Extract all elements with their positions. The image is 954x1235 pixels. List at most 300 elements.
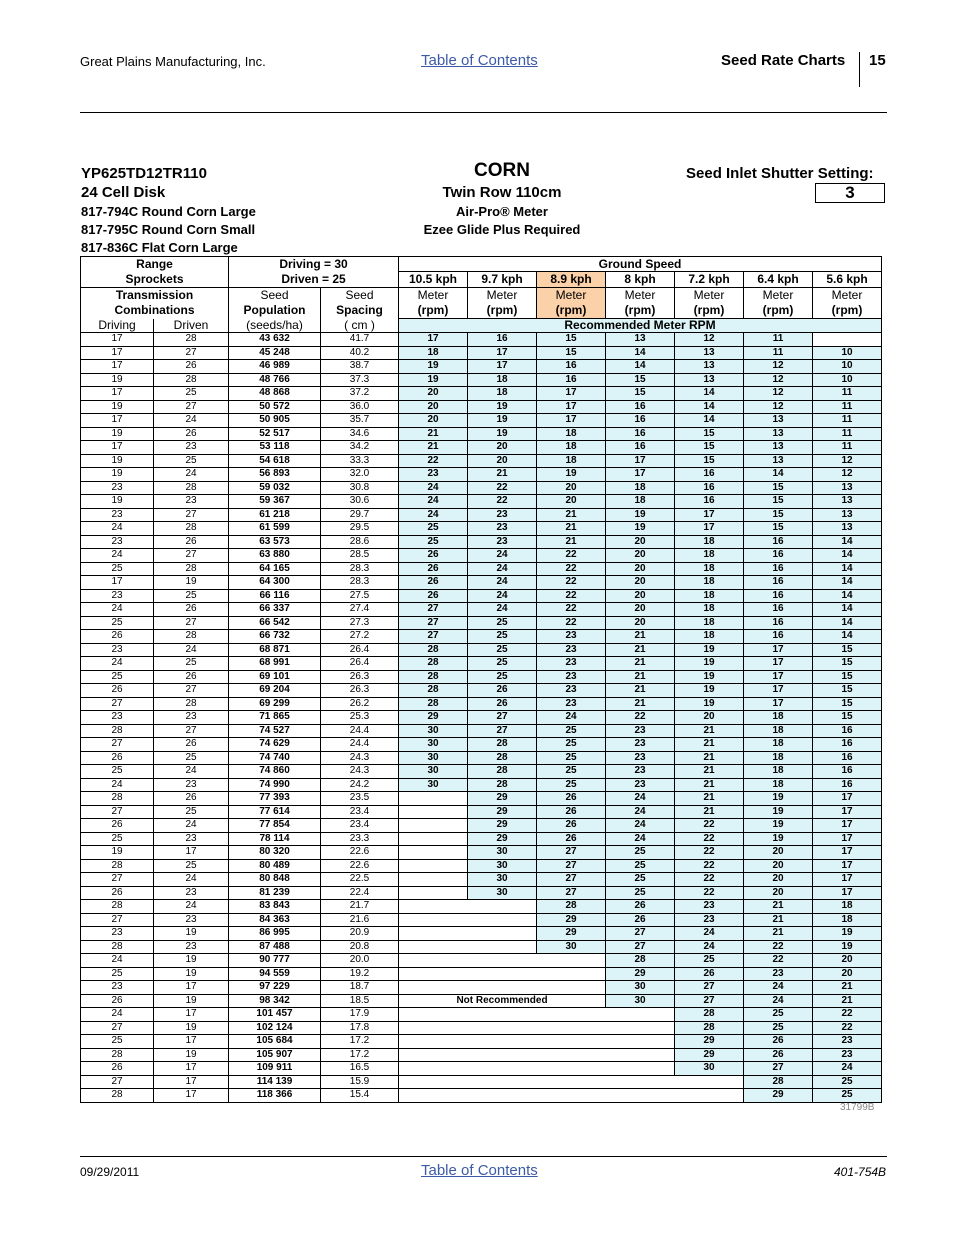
meter-rpm-cell: 25 [399, 522, 468, 536]
meter-rpm-cell: 26 [399, 549, 468, 563]
meter-rpm-cell: 19 [813, 940, 882, 954]
meter-rpm-cell: 12 [744, 387, 813, 401]
meter-rpm-cell: 21 [606, 670, 675, 684]
driving-sprocket: 26 [81, 684, 154, 698]
meter-rpm-cell: 20 [399, 400, 468, 414]
meter-rpm-cell: 19 [675, 684, 744, 698]
meter-rpm-cell: 17 [675, 508, 744, 522]
meter-rpm-cell: 15 [744, 522, 813, 536]
meter-rpm-cell: 15 [606, 387, 675, 401]
driven-sprocket: 28 [154, 630, 229, 644]
driven-sprocket: 23 [154, 913, 229, 927]
driven-sprocket: 19 [154, 1021, 229, 1035]
meter-rpm-cell: 22 [399, 454, 468, 468]
driven-sprocket: 17 [154, 1089, 229, 1103]
rpm-label: (rpm) [537, 303, 606, 319]
seed-spacing: 35.7 [321, 414, 399, 428]
meter-rpm-cell: 18 [744, 711, 813, 725]
meter-rpm-cell: 10 [813, 346, 882, 360]
meter-rpm-cell: 28 [399, 670, 468, 684]
driving-sprocket: 25 [81, 670, 154, 684]
table-row [81, 886, 882, 900]
seed-population: 61 599 [229, 522, 321, 536]
seed-spacing: 20.9 [321, 927, 399, 941]
meter-rpm-cell: 22 [537, 562, 606, 576]
seed-population: 54 618 [229, 454, 321, 468]
meter-rpm-cell: 28 [606, 954, 675, 968]
meter-rpm-cell: 23 [537, 697, 606, 711]
meter-rpm-cell: 20 [606, 576, 675, 590]
not-recommended-cell [399, 1075, 744, 1089]
driving-sprocket: 19 [81, 373, 154, 387]
meter-rpm-cell: 23 [675, 900, 744, 914]
table-row [81, 603, 882, 617]
meter-rpm-cell: 25 [606, 859, 675, 873]
figure-id: 31799B [840, 1102, 875, 1113]
meter-rpm-cell: 24 [468, 549, 537, 563]
meter-rpm-cell: 19 [606, 508, 675, 522]
meter-rpm-cell: 20 [468, 441, 537, 455]
driving-sprocket: 27 [81, 913, 154, 927]
meter-label: Meter [744, 288, 813, 304]
meter-rpm-cell: 23 [744, 967, 813, 981]
meter-rpm-cell: 27 [468, 724, 537, 738]
driving-sprocket: 24 [81, 1008, 154, 1022]
meter-rpm-cell: 19 [468, 400, 537, 414]
meter-rpm-cell: 24 [744, 994, 813, 1008]
meter-rpm-cell: 17 [744, 657, 813, 671]
seed-population: 74 740 [229, 751, 321, 765]
driven-label: Driven [154, 319, 229, 333]
meter-rpm-cell: 30 [399, 765, 468, 779]
meter-rpm-cell: 19 [744, 819, 813, 833]
seed-population: 83 843 [229, 900, 321, 914]
meter-rpm-cell: 20 [813, 954, 882, 968]
meter-part-2: 817-795C Round Corn Small [81, 222, 256, 237]
meter-rpm-cell: 17 [813, 832, 882, 846]
table-row [81, 765, 882, 779]
driving-sprocket: 27 [81, 1075, 154, 1089]
meter-rpm-cell: 25 [813, 1089, 882, 1103]
meter-rpm-cell: 19 [399, 373, 468, 387]
table-row [81, 643, 882, 657]
meter-rpm-cell: 21 [675, 724, 744, 738]
meter-rpm-cell: 28 [744, 1075, 813, 1089]
seed-population: 84 363 [229, 913, 321, 927]
table-row [81, 657, 882, 671]
meter-rpm-cell: 19 [399, 360, 468, 374]
meter-rpm-cell: 11 [813, 400, 882, 414]
meter-rpm-cell: 13 [813, 495, 882, 509]
meter-rpm-cell: 15 [744, 508, 813, 522]
meter-rpm-cell: 16 [813, 738, 882, 752]
meter-rpm-cell: 16 [675, 495, 744, 509]
meter-rpm-cell: 21 [744, 913, 813, 927]
meter-rpm-cell: 28 [399, 657, 468, 671]
seed-spacing: 26.3 [321, 684, 399, 698]
seed-population: 80 489 [229, 859, 321, 873]
seed-population: 68 871 [229, 643, 321, 657]
driven-sprocket: 28 [154, 562, 229, 576]
seed-population: 46 989 [229, 360, 321, 374]
meter-rpm-cell: 19 [813, 927, 882, 941]
meter-rpm-cell: 29 [744, 1089, 813, 1103]
meter-rpm-cell: 14 [606, 346, 675, 360]
footer-rule [80, 1156, 887, 1157]
table-row [81, 481, 882, 495]
table-row [81, 414, 882, 428]
driven-sprocket: 25 [154, 657, 229, 671]
meter-rpm-cell: 12 [744, 360, 813, 374]
meter-rpm-cell: 22 [675, 886, 744, 900]
meter-part-1: 817-794C Round Corn Large [81, 204, 256, 219]
seed-spacing: 30.8 [321, 481, 399, 495]
meter-rpm-cell: 23 [675, 913, 744, 927]
driving-sprocket: 26 [81, 819, 154, 833]
driving-sprocket: 26 [81, 751, 154, 765]
meter-rpm-cell: 17 [468, 346, 537, 360]
meter-rpm-cell: 15 [744, 481, 813, 495]
meter-rpm-cell: 19 [744, 805, 813, 819]
meter-label: Meter [606, 288, 675, 304]
driving-sprocket: 17 [81, 387, 154, 401]
meter-rpm-cell: 20 [606, 616, 675, 630]
meter-rpm-cell: 22 [744, 940, 813, 954]
driven-sprocket: 26 [154, 738, 229, 752]
meter-rpm-cell: 21 [813, 994, 882, 1008]
meter-rpm-cell: 21 [675, 751, 744, 765]
meter-rpm-cell: 18 [675, 616, 744, 630]
driven-sprocket: 25 [154, 454, 229, 468]
table-row [81, 1089, 882, 1103]
driven-sprocket: 25 [154, 751, 229, 765]
meter-rpm-cell: 21 [675, 778, 744, 792]
meter-rpm-cell: 25 [537, 765, 606, 779]
driving-sprocket: 19 [81, 427, 154, 441]
meter-label: Meter [468, 288, 537, 304]
meter-rpm-cell: 16 [675, 468, 744, 482]
table-row [81, 900, 882, 914]
driving-sprocket: 17 [81, 346, 154, 360]
driving-sprocket: 24 [81, 778, 154, 792]
meter-rpm-cell: 28 [468, 751, 537, 765]
meter-part-3: 817-836C Flat Corn Large [81, 240, 238, 255]
driving-sprocket: 28 [81, 792, 154, 806]
meter-rpm-cell: 25 [537, 751, 606, 765]
not-recommended-cell [399, 792, 468, 806]
meter-rpm-cell: 27 [537, 859, 606, 873]
seed-spacing: 32.0 [321, 468, 399, 482]
meter-rpm-cell: 18 [606, 481, 675, 495]
meter-rpm-cell: 18 [675, 549, 744, 563]
table-row [81, 1008, 882, 1022]
meter-rpm-cell: 17 [537, 400, 606, 414]
meter-rpm-cell: 21 [606, 657, 675, 671]
table-row [81, 508, 882, 522]
model-number: YP625TD12TR110 [81, 165, 207, 182]
table-row [81, 387, 882, 401]
driving-sprocket: 26 [81, 630, 154, 644]
meter-rpm-cell: 22 [537, 603, 606, 617]
driving-sprocket: 28 [81, 940, 154, 954]
not-recommended-cell [399, 819, 468, 833]
meter-rpm-cell: 25 [468, 643, 537, 657]
table-row [81, 819, 882, 833]
meter-rpm-cell: 19 [744, 792, 813, 806]
meter-rpm-cell: 20 [744, 859, 813, 873]
driving-sprocket: 24 [81, 522, 154, 536]
range-label: Range [81, 257, 229, 272]
driving-sprocket: 19 [81, 846, 154, 860]
meter-rpm-cell: 14 [813, 616, 882, 630]
table-row [81, 697, 882, 711]
seed-spacing: 30.6 [321, 495, 399, 509]
rpm-label: (rpm) [675, 303, 744, 319]
meter-rpm-cell: 15 [813, 657, 882, 671]
page-number: 15 [869, 52, 886, 69]
driven-sprocket: 27 [154, 684, 229, 698]
meter-rpm-cell: 20 [606, 562, 675, 576]
driving-sprocket: 23 [81, 643, 154, 657]
driven-sprocket: 24 [154, 819, 229, 833]
meter-rpm-cell: 30 [399, 751, 468, 765]
table-row [81, 495, 882, 509]
seed-spacing: 24.4 [321, 724, 399, 738]
driving-sprocket: 25 [81, 765, 154, 779]
table-row [81, 360, 882, 374]
meter-rpm-cell: 17 [813, 873, 882, 887]
driven-sprocket: 28 [154, 373, 229, 387]
meter-rpm-cell: 14 [813, 562, 882, 576]
driving-sprocket: 25 [81, 832, 154, 846]
driven-sprocket: 19 [154, 994, 229, 1008]
driven-sprocket: 27 [154, 549, 229, 563]
not-recommended-cell [399, 1089, 744, 1103]
seed-population: 78 114 [229, 832, 321, 846]
not-recommended-cell [399, 805, 468, 819]
meter-rpm-cell: 15 [537, 333, 606, 347]
meter-rpm-cell [813, 333, 882, 347]
spacing-label: Spacing [321, 303, 399, 319]
speed-header: 8 kph [606, 272, 675, 288]
meter-rpm-cell: 22 [468, 481, 537, 495]
meter-rpm-cell: 23 [606, 751, 675, 765]
seed-spacing: 27.2 [321, 630, 399, 644]
meter-rpm-cell: 18 [675, 562, 744, 576]
table-row [81, 373, 882, 387]
transmission-label: Transmission [81, 288, 229, 304]
meter-rpm-cell: 26 [675, 967, 744, 981]
seed-population: 66 337 [229, 603, 321, 617]
seed-spacing: 17.2 [321, 1048, 399, 1062]
seed-population: 105 684 [229, 1035, 321, 1049]
meter-rpm-cell: 16 [537, 373, 606, 387]
driven-sprocket: 24 [154, 900, 229, 914]
driven-sprocket: 26 [154, 603, 229, 617]
meter-rpm-cell: 26 [399, 562, 468, 576]
meter-rpm-cell: 26 [744, 1048, 813, 1062]
meter-rpm-cell: 18 [675, 535, 744, 549]
meter-rpm-cell: 17 [744, 670, 813, 684]
meter-rpm-cell: 23 [537, 630, 606, 644]
driving-sprocket: 26 [81, 1062, 154, 1076]
seed-population: 80 320 [229, 846, 321, 860]
meter-rpm-cell: 11 [813, 414, 882, 428]
not-recommended-cell [399, 1048, 675, 1062]
seed-spacing: 18.7 [321, 981, 399, 995]
seed-population: 97 229 [229, 981, 321, 995]
seed-spacing: 34.2 [321, 441, 399, 455]
driven-sprocket: 19 [154, 967, 229, 981]
meter-rpm-cell: 25 [537, 738, 606, 752]
seed-label: Seed [229, 288, 321, 304]
driving-sprocket: 23 [81, 508, 154, 522]
driven-sprocket: 17 [154, 846, 229, 860]
meter-rpm-cell: 22 [813, 1008, 882, 1022]
company-name: Great Plains Manufacturing, Inc. [80, 54, 266, 69]
meter-rpm-cell: 22 [606, 711, 675, 725]
meter-rpm-cell: 17 [813, 819, 882, 833]
meter-rpm-cell: 29 [537, 913, 606, 927]
meter-rpm-cell: 27 [606, 940, 675, 954]
meter-rpm-cell: 27 [606, 927, 675, 941]
meter-rpm-cell: 25 [744, 1008, 813, 1022]
seed-spacing: 26.4 [321, 643, 399, 657]
driving-sprocket: 26 [81, 994, 154, 1008]
driven-sprocket: 27 [154, 346, 229, 360]
speed-header: 6.4 kph [744, 272, 813, 288]
table-row [81, 400, 882, 414]
meter-rpm-cell: 27 [537, 873, 606, 887]
driving-sprocket: 17 [81, 333, 154, 347]
meter-rpm-cell: 27 [675, 994, 744, 1008]
meter-rpm-cell: 23 [606, 778, 675, 792]
meter-rpm-cell: 14 [813, 535, 882, 549]
meter-rpm-cell: 19 [537, 468, 606, 482]
not-recommended-cell [399, 927, 537, 941]
driving-sprocket: 25 [81, 1035, 154, 1049]
meter-rpm-cell: 22 [468, 495, 537, 509]
not-recommended-cell [399, 954, 606, 968]
meter-rpm-cell: 12 [675, 333, 744, 347]
table-row [81, 913, 882, 927]
meter-rpm-cell: 18 [675, 589, 744, 603]
driving-sprocket: 28 [81, 1089, 154, 1103]
meter-rpm-cell: 14 [813, 589, 882, 603]
table-row [81, 805, 882, 819]
footer-table-of-contents-link[interactable]: Table of Contents [421, 1162, 538, 1179]
meter-rpm-cell: 24 [606, 819, 675, 833]
meter-rpm-cell: 28 [399, 643, 468, 657]
meter-rpm-cell: 20 [675, 711, 744, 725]
driven-sprocket: 17 [154, 1062, 229, 1076]
seed-spacing: 17.9 [321, 1008, 399, 1022]
seed-spacing: 20.0 [321, 954, 399, 968]
driven-sprocket: 23 [154, 711, 229, 725]
seed-population: 90 777 [229, 954, 321, 968]
meter-rpm-cell: 13 [744, 441, 813, 455]
meter-rpm-cell: 28 [675, 1021, 744, 1035]
driving-sprocket: 28 [81, 900, 154, 914]
meter-rpm-cell: 20 [606, 549, 675, 563]
meter-rpm-cell: 20 [399, 414, 468, 428]
meter-rpm-cell: 15 [813, 711, 882, 725]
meter-rpm-cell: 24 [606, 792, 675, 806]
meter-rpm-cell: 16 [606, 414, 675, 428]
driving-sprocket: 23 [81, 589, 154, 603]
seed-population: 50 572 [229, 400, 321, 414]
driven-sprocket: 28 [154, 697, 229, 711]
meter-rpm-cell: 29 [675, 1048, 744, 1062]
table-row [81, 454, 882, 468]
meter-rpm-cell: 16 [606, 400, 675, 414]
meter-rpm-cell: 21 [399, 427, 468, 441]
meter-rpm-cell: 13 [744, 414, 813, 428]
table-of-contents-link[interactable]: Table of Contents [421, 52, 538, 69]
driven-sprocket: 23 [154, 940, 229, 954]
seed-population: 50 905 [229, 414, 321, 428]
meter-rpm-cell: 20 [606, 589, 675, 603]
seed-population: 77 614 [229, 805, 321, 819]
meter-rpm-cell: 15 [675, 441, 744, 455]
driving-sprocket: 19 [81, 400, 154, 414]
meter-label: Meter [399, 288, 468, 304]
meter-rpm-cell: 20 [744, 873, 813, 887]
meter-rpm-cell: 26 [399, 589, 468, 603]
meter-rpm-cell: 28 [468, 765, 537, 779]
meter-rpm-cell: 21 [537, 535, 606, 549]
meter-rpm-cell: 15 [813, 684, 882, 698]
driving-sprocket: 23 [81, 711, 154, 725]
meter-rpm-cell: 17 [744, 643, 813, 657]
meter-rpm-cell: 16 [744, 589, 813, 603]
meter-rpm-cell: 13 [675, 360, 744, 374]
meter-rpm-cell: 21 [399, 441, 468, 455]
meter-rpm-cell: 19 [744, 832, 813, 846]
seed-spacing: 15.9 [321, 1075, 399, 1089]
meter-rpm-cell: 16 [606, 427, 675, 441]
table-row [81, 711, 882, 725]
meter-rpm-cell: 23 [606, 724, 675, 738]
seed-spacing: 22.6 [321, 859, 399, 873]
meter-rpm-cell: 23 [399, 468, 468, 482]
driven-sprocket: 28 [154, 522, 229, 536]
meter-rpm-cell: 20 [744, 846, 813, 860]
meter-rpm-cell: 27 [537, 846, 606, 860]
seed-spacing: 21.7 [321, 900, 399, 914]
meter-rpm-cell: 18 [537, 427, 606, 441]
meter-rpm-cell: 24 [537, 711, 606, 725]
meter-rpm-cell: 13 [813, 481, 882, 495]
meter-rpm-cell: 22 [537, 589, 606, 603]
driven-sprocket: 17 [154, 981, 229, 995]
seed-spacing: 22.4 [321, 886, 399, 900]
meter-rpm-cell: 17 [813, 859, 882, 873]
meter-rpm-cell: 24 [468, 589, 537, 603]
shutter-label: Seed Inlet Shutter Setting: [686, 165, 874, 182]
meter-rpm-cell: 17 [813, 792, 882, 806]
table-row [81, 927, 882, 941]
meter-rpm-cell: 21 [744, 900, 813, 914]
meter-rpm-cell: 27 [675, 981, 744, 995]
meter-rpm-cell: 24 [399, 508, 468, 522]
meter-rpm-cell: 17 [606, 454, 675, 468]
table-row [81, 1062, 882, 1076]
ground-speed-label: Ground Speed [399, 257, 882, 272]
meter-rpm-cell: 27 [744, 1062, 813, 1076]
meter-rpm-cell: 23 [537, 684, 606, 698]
not-recommended-cell [399, 1008, 675, 1022]
